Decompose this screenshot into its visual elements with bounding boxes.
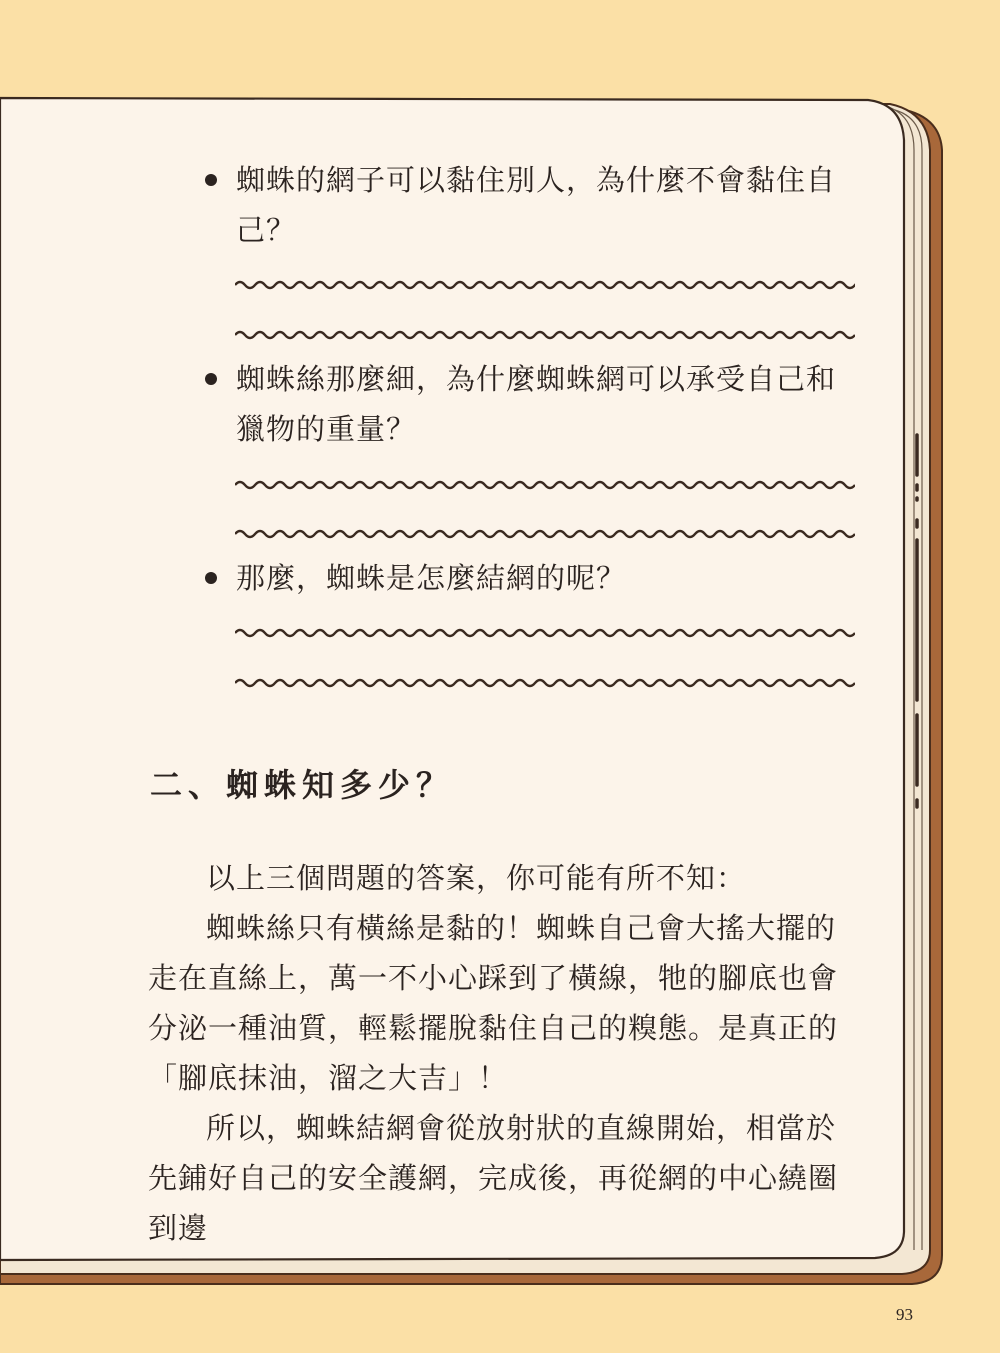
question-item [205, 553, 865, 603]
question-text: 蜘蛛絲那麼細，為什麼蜘蛛網可以承受自己和獵物的重量？ [236, 362, 837, 446]
bullet-icon [205, 373, 217, 385]
answer-line [235, 676, 855, 690]
answer-line [235, 278, 855, 292]
question-text: 蜘蛛的網子可以黏住別人，為什麼不會黏住自己？ [236, 163, 837, 247]
bullet-icon [205, 572, 217, 584]
answer-line [235, 328, 855, 342]
answer-line [235, 626, 855, 640]
question-item [205, 155, 865, 255]
answer-line [235, 527, 855, 541]
page-number: 93 [896, 1305, 913, 1324]
body-paragraph: 所以，蜘蛛結網會從放射狀的直線開始，相當於先鋪好自己的安全護網，完成後，再從網的中心繞圈到邊 [148, 1111, 839, 1245]
answer-line [235, 478, 855, 492]
question-text: 那麼，蜘蛛是怎麼結網的呢？ [236, 561, 627, 595]
body-paragraph: 以上三個問題的答案，你可能有所不知： [206, 861, 747, 895]
section-heading: 二、蜘蛛知多少？ [150, 766, 455, 804]
bullet-icon [205, 174, 217, 186]
body-paragraph: 蜘蛛絲只有橫絲是黏的！蜘蛛自己會大搖大擺的走在直絲上，萬一不小心踩到了橫線，牠的腳底也會分泌一種油質，輕鬆擺脫黏住自己的糗態。是真正的「腳底抹油，溜之大吉」！ [148, 911, 839, 1095]
question-item [205, 354, 865, 454]
